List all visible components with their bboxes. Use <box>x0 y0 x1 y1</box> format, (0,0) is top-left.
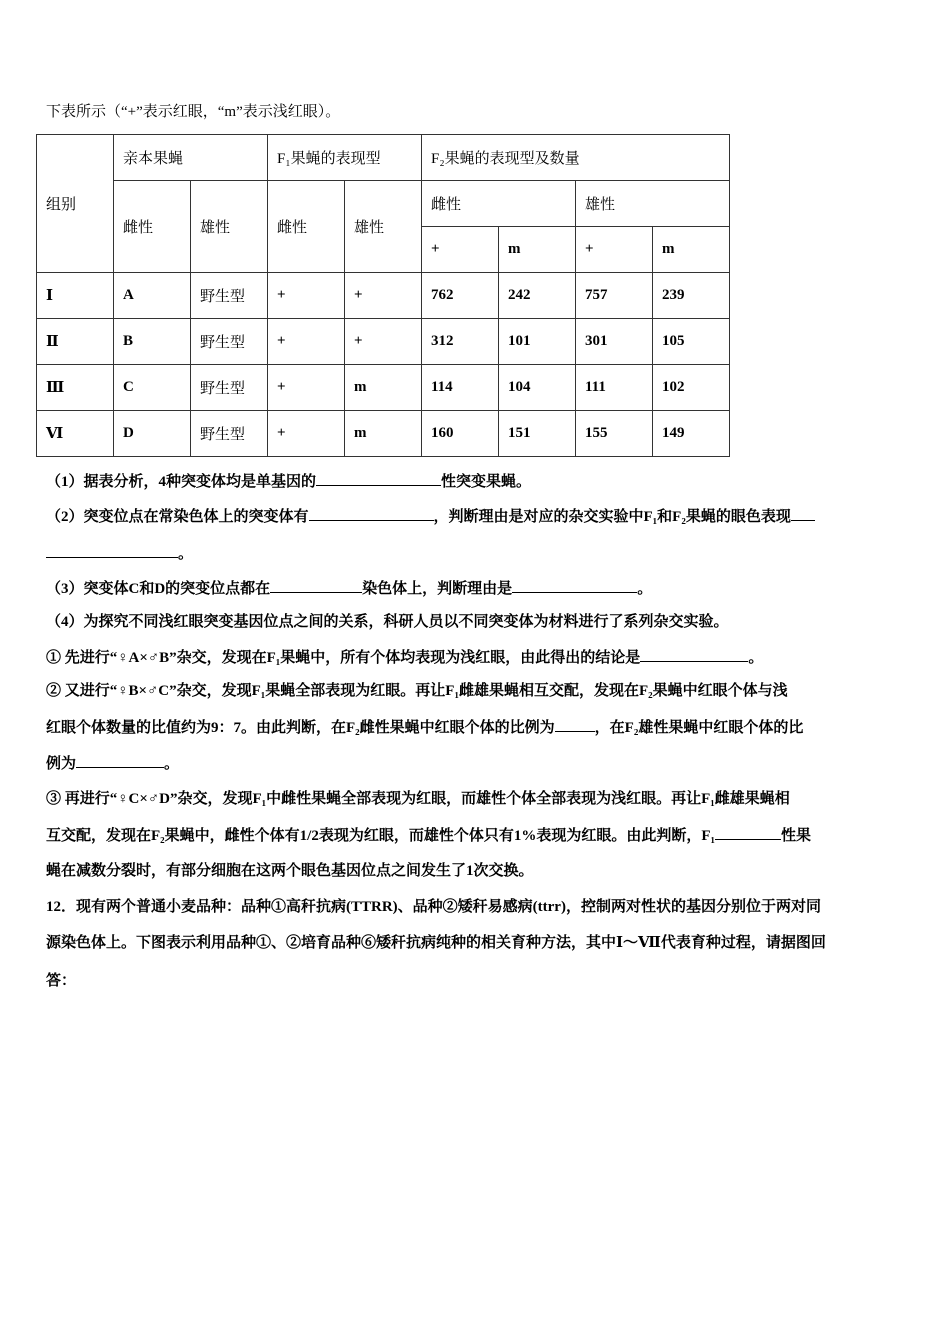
answer-blank[interactable] <box>512 578 637 593</box>
table-row <box>37 365 730 411</box>
cell-female: D <box>114 411 191 457</box>
sub-question-1 <box>46 647 763 668</box>
header-female: 雌性 <box>114 181 191 273</box>
table-row <box>37 273 730 319</box>
sub-question-3-cont: 蝇在减数分裂时，有部分细胞在这两个眼色基因位点之间发生了1次交换。 <box>46 863 534 879</box>
table-intro: 下表所示（“+”表示红眼，“m”表示浅红眼）。 <box>46 104 341 120</box>
s3-text: 性果 <box>781 828 812 844</box>
cell-f2-male-plus: 757 <box>576 273 653 319</box>
question-12-cont: 源染色体上。下图表示利用品种①、②培育品种⑥矮秆抗病纯种的相关育种方法，其中Ⅰ～Ⅶ代表育种过程，请据图回 <box>46 935 826 951</box>
question-4: （4）为探究不同浅红眼突变基因位点之间的关系，科研人员以不同突变体为材料进行了系列杂交实验。 <box>46 614 729 630</box>
header-group: 组别 <box>37 135 114 273</box>
q3-text: 。 <box>637 581 653 597</box>
q1-text: 性突变果蝇。 <box>441 474 532 490</box>
cell-f1-male: m <box>345 411 422 457</box>
cell-f2-female-m: 104 <box>499 365 576 411</box>
cell-male: 野生型 <box>191 365 268 411</box>
q3-text: （3）突变体C和D的突变位点都在 <box>46 581 271 597</box>
table-row <box>37 411 730 457</box>
cell-f2-female-plus: 762 <box>422 273 499 319</box>
cell-group: Ⅲ <box>37 365 114 411</box>
table-header-row <box>37 181 730 227</box>
cell-f2-male-m: 239 <box>653 273 730 319</box>
s2-text: ，在F₂雄性果蝇中红眼个体的比 <box>594 720 804 736</box>
cell-female: B <box>114 319 191 365</box>
answer-blank[interactable] <box>715 825 781 840</box>
q2-text: 。 <box>178 546 194 562</box>
header-m: m <box>499 227 576 273</box>
sub-question-3: ③ 再进行“♀C×♂D”杂交，发现F₁中雌性果蝇全部表现为红眼，而雄性个体全部表现为浅红眼。再让F₁雌雄果蝇相 <box>46 791 790 807</box>
cell-f2-male-m: 149 <box>653 411 730 457</box>
cell-f1-female: + <box>268 273 345 319</box>
cell-group: Ⅰ <box>37 273 114 319</box>
header-f2: F₂果蝇的表现型及数量 <box>422 135 730 181</box>
cell-f1-female: + <box>268 319 345 365</box>
header-female: 雌性 <box>268 181 345 273</box>
cell-f2-male-m: 105 <box>653 319 730 365</box>
cell-group: Ⅱ <box>37 319 114 365</box>
header-m: m <box>653 227 730 273</box>
results-table <box>36 134 730 457</box>
sub-question-2-cont <box>46 717 803 738</box>
cell-f2-female-m: 242 <box>499 273 576 319</box>
cell-f2-female-plus: 114 <box>422 365 499 411</box>
question-3 <box>46 578 652 599</box>
header-male: 雄性 <box>576 181 730 227</box>
cell-f1-male: + <box>345 273 422 319</box>
cell-f1-male: + <box>345 319 422 365</box>
cell-female: C <box>114 365 191 411</box>
table-header-row <box>37 135 730 181</box>
answer-blank[interactable] <box>46 543 178 558</box>
cell-male: 野生型 <box>191 319 268 365</box>
answer-blank[interactable] <box>316 471 441 486</box>
answer-blank[interactable] <box>270 578 362 593</box>
q2-text: （2）突变位点在常染色体上的突变体有 <box>46 509 309 525</box>
header-parent: 亲本果蝇 <box>114 135 268 181</box>
cell-f2-female-m: 151 <box>499 411 576 457</box>
cell-f1-female: + <box>268 365 345 411</box>
cell-f2-female-m: 101 <box>499 319 576 365</box>
cell-f2-male-plus: 301 <box>576 319 653 365</box>
s3-text: 互交配，发现在F₂果蝇中，雌性个体有1/2表现为红眼，而雄性个体只有1%表现为红眼。由此判断，F₁ <box>46 828 715 844</box>
cell-f2-female-plus: 160 <box>422 411 499 457</box>
cell-f1-female: + <box>268 411 345 457</box>
answer-blank[interactable] <box>76 753 164 768</box>
header-female: 雌性 <box>422 181 576 227</box>
sub-question-2: ② 又进行“♀B×♂C”杂交，发现F₁果蝇全部表现为红眼。再让F₁雌雄果蝇相互交配，发现在F₂果蝇中红眼个体与浅 <box>46 683 788 699</box>
s1-text: 。 <box>748 650 764 666</box>
sub-question-2-cont <box>46 753 179 774</box>
cell-f1-male: m <box>345 365 422 411</box>
cell-group: Ⅵ <box>37 411 114 457</box>
q2-text: ，判断理由是对应的杂交实验中F₁和F₂果蝇的眼色表现 <box>433 509 791 525</box>
cell-male: 野生型 <box>191 273 268 319</box>
cell-f2-female-plus: 312 <box>422 319 499 365</box>
answer-blank[interactable] <box>309 506 434 521</box>
q1-text: （1）据表分析，4种突变体均是单基因的 <box>46 474 317 490</box>
q3-text: 染色体上，判断理由是 <box>362 581 513 597</box>
answer-blank[interactable] <box>640 647 748 662</box>
sub-question-3-cont <box>46 825 811 846</box>
s2-text: 例为 <box>46 756 77 772</box>
cell-male: 野生型 <box>191 411 268 457</box>
question-1 <box>46 471 531 492</box>
answer-blank[interactable] <box>791 506 815 521</box>
s2-text: 。 <box>164 756 180 772</box>
question-2-cont <box>46 543 193 564</box>
question-2 <box>46 506 815 527</box>
s2-text: 红眼个体数量的比值约为9：7。由此判断，在F₂雌性果蝇中红眼个体的比例为 <box>46 720 555 736</box>
cell-f2-male-plus: 111 <box>576 365 653 411</box>
header-plus: + <box>576 227 653 273</box>
header-male: 雄性 <box>191 181 268 273</box>
header-f1: F₁果蝇的表现型 <box>268 135 422 181</box>
answer-blank[interactable] <box>555 717 595 732</box>
cell-f2-male-plus: 155 <box>576 411 653 457</box>
question-12: 12．现有两个普通小麦品种：品种①高秆抗病(TTRR)、品种②矮秆易感病(ttrr)，控制两对性状的基因分别位于两对同 <box>46 899 821 915</box>
question-12-cont: 答： <box>46 973 77 989</box>
cell-f2-male-m: 102 <box>653 365 730 411</box>
s1-text: ① 先进行“♀A×♂B”杂交，发现在F₁果蝇中，所有个体均表现为浅红眼，由此得出的结论是 <box>46 650 641 666</box>
table-row <box>37 319 730 365</box>
header-plus: + <box>422 227 499 273</box>
cell-female: A <box>114 273 191 319</box>
header-male: 雄性 <box>345 181 422 273</box>
